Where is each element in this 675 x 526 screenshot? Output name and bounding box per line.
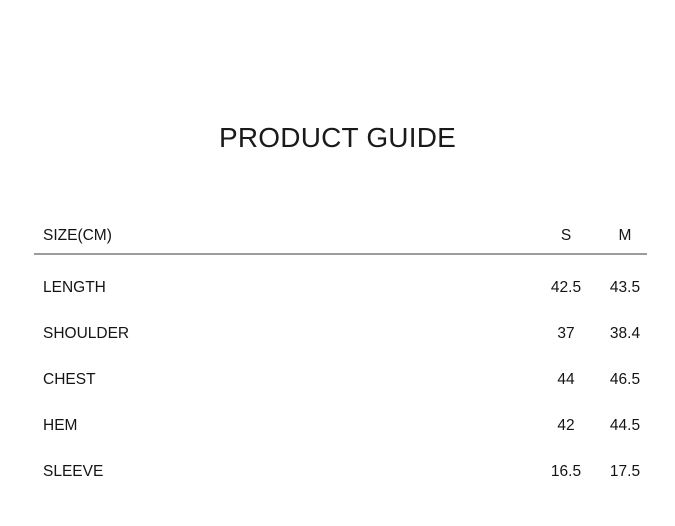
size-guide-table: [34, 219, 647, 495]
page-title: PRODUCT GUIDE: [219, 121, 456, 153]
measurement-label: CHEST: [43, 371, 96, 388]
table-row-chest: [34, 357, 647, 403]
value-s: 16.5: [550, 463, 582, 480]
value-m: 46.5: [609, 371, 641, 388]
column-header-size-m: M: [618, 227, 632, 244]
measurement-label: HEM: [43, 417, 78, 434]
value-m: 43.5: [609, 279, 641, 296]
value-m: 44.5: [609, 417, 641, 434]
table-row-length: [34, 265, 647, 311]
value-m: 17.5: [609, 463, 641, 480]
measurement-label: LENGTH: [43, 279, 106, 296]
measurement-label: SHOULDER: [43, 325, 130, 342]
size-table-header-row: [34, 219, 647, 255]
size-unit-header: SIZE(CM): [43, 227, 112, 244]
table-row-hem: [34, 403, 647, 449]
size-table-body: [34, 255, 647, 495]
value-m: 38.4: [609, 325, 641, 342]
value-s: 44: [557, 371, 575, 388]
value-s: 42.5: [550, 279, 582, 296]
column-header-size-s: S: [560, 227, 572, 244]
table-row-sleeve: [34, 449, 647, 495]
value-s: 37: [557, 325, 575, 342]
measurement-label: SLEEVE: [43, 463, 104, 480]
value-s: 42: [557, 417, 575, 434]
table-row-shoulder: [34, 311, 647, 357]
